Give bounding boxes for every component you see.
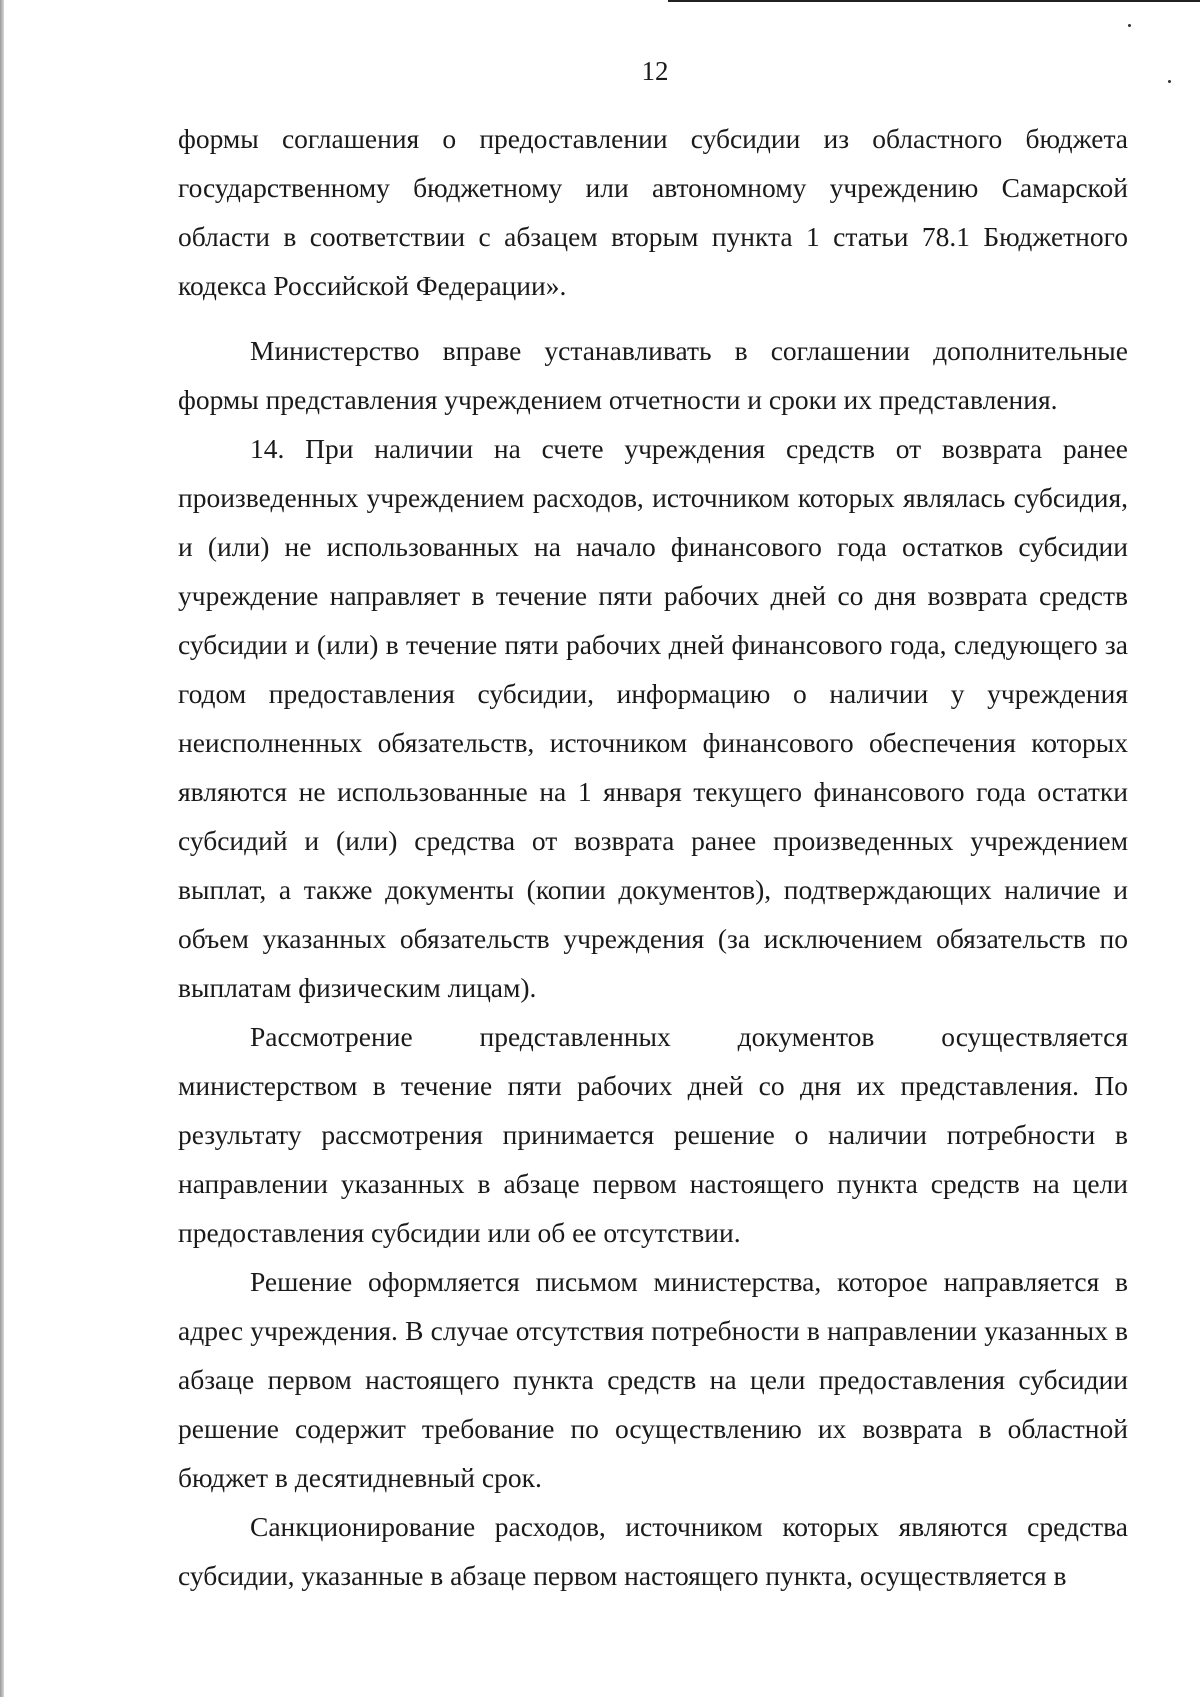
paragraph: Министерство вправе устанавливать в соглашении дополнительные формы представления учреждением отчетности и сроки их представления. <box>178 335 1128 415</box>
scan-speck <box>1128 24 1131 27</box>
paragraph: Рассмотрение представленных документов осуществляется министерством в течение пяти рабочих дней со дня их представления. По результату рассмотрения принимается решение о наличии потребности в направлении указанных в абзаце первом настоящего пункта средств на цели предоставления субсидии или об ее отсутствии. <box>178 1021 1128 1248</box>
scan-left-edge <box>0 0 4 1697</box>
paragraph: формы соглашения о предоставлении субсидии из областного бюджета государственному бюджетному или автономному учреждению Самарской области в соответствии с абзацем вторым пункта 1 статьи 78.1 Бюджетного кодекса Российской Федерации». <box>178 123 1128 301</box>
paragraph: Санкционирование расходов, источником которых являются средства субсидии, указанные в абзаце первом настоящего пункта, осуществляется в <box>178 1511 1128 1591</box>
scan-top-rule <box>668 0 1200 2</box>
paragraph: Решение оформляется письмом министерства, которое направляется в адрес учреждения. В случае отсутствия потребности в направлении указанных в абзаце первом настоящего пункта средств на цели предоставления субсидии решение содержит требование по осуществлению их возврата в областной бюджет в десятидневный срок. <box>178 1266 1128 1493</box>
page-number: 12 <box>641 56 669 86</box>
paragraph: 14. При наличии на счете учреждения средств от возврата ранее произведенных учреждением расходов, источником которых являлась субсидия, и (или) не использованных на начало финансового года остатков субсидии учреждение направляет в течение пяти рабочих дней со дня возврата средств субсидии и (или) в течение пяти рабочих дней финансового года, следующего за годом предоставления субсидии, информацию о наличии у учреждения неисполненных обязательств, источником финансового обеспечения которых являются не использованные на 1 января текущего финансового года остатки субсидий и (или) средства от возврата ранее произведенных учреждением выплат, а также документы (копии документов), подтверждающих наличие и объем указанных обязательств учреждения (за исключением обязательств по выплатам физическим лицам). <box>178 433 1128 1003</box>
document-body <box>178 114 1128 1600</box>
